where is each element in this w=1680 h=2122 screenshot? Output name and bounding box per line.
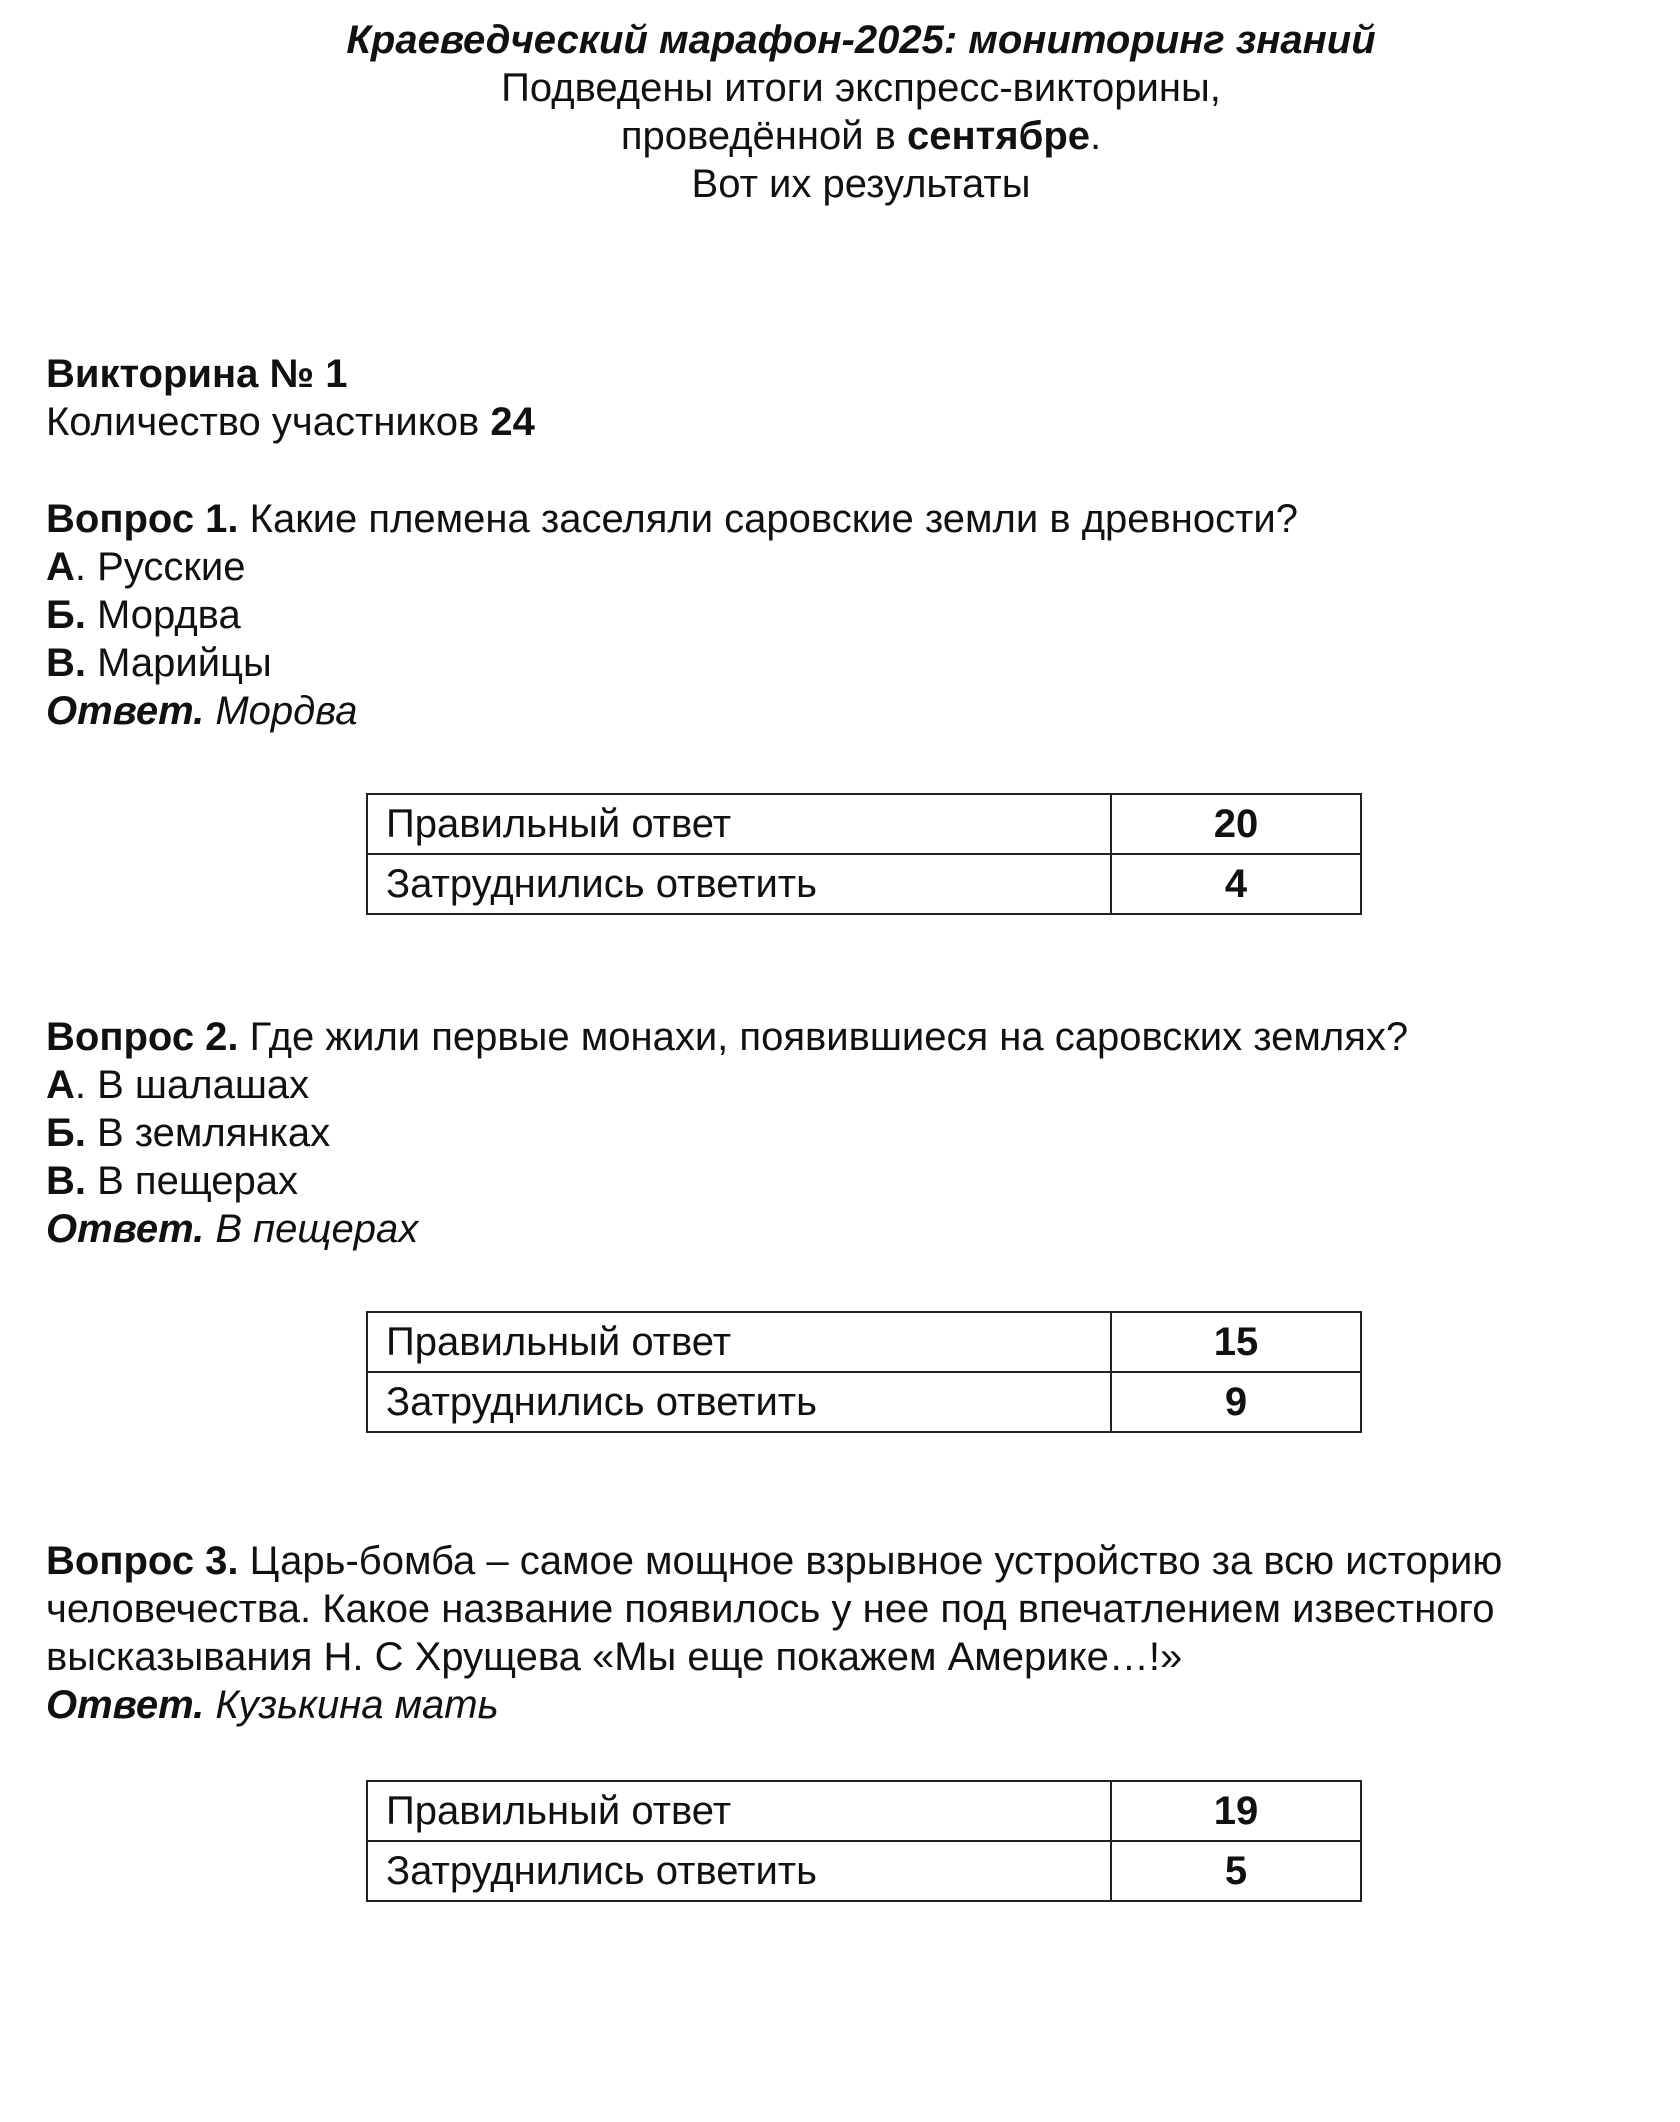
question-1-answer [46, 687, 1646, 735]
option-letter: А [46, 1063, 75, 1107]
question-2-results-table [366, 1311, 1362, 1433]
question-3-text-line-2: человечества. Какое название появилось у нее под впечатлением известного [46, 1587, 1495, 1631]
option-letter: Б. [46, 1111, 86, 1155]
option-sep: . [74, 545, 98, 589]
question-1-option-c [46, 639, 1646, 687]
answer-text: Кузькина мать [204, 1683, 499, 1727]
table-row [367, 1841, 1361, 1901]
difficult-count: 9 [1111, 1372, 1361, 1432]
question-1-results-table [366, 793, 1362, 915]
option-sep [86, 1159, 97, 1203]
option-sep [86, 641, 97, 685]
option-text: В шалашах [97, 1063, 310, 1107]
question-1-body: Какие племена заселяли саровские земли в древности? [238, 497, 1299, 541]
correct-count: 15 [1111, 1312, 1361, 1372]
option-text: Мордва [97, 593, 241, 637]
option-text: Русские [97, 545, 246, 589]
difficult-count: 4 [1111, 854, 1361, 914]
question-3-body-1: Царь-бомба – самое мощное взрывное устройство за всю историю [238, 1539, 1503, 1583]
question-1-text [46, 495, 1646, 543]
document-title: Краеведческий марафон-2025: мониторинг знаний [346, 18, 1376, 62]
difficult-count: 5 [1111, 1841, 1361, 1901]
quiz-title: Викторина № 1 [46, 352, 348, 396]
answer-label: Ответ. [46, 1207, 205, 1251]
correct-label: Правильный ответ [367, 1312, 1111, 1372]
option-sep: . [74, 1063, 98, 1107]
answer-label: Ответ. [46, 689, 205, 733]
option-sep [86, 1111, 97, 1155]
header-line-2-post: . [1090, 114, 1102, 158]
table-row [367, 794, 1361, 854]
correct-label: Правильный ответ [367, 1781, 1111, 1841]
option-letter: В. [46, 641, 86, 685]
answer-label: Ответ. [46, 1683, 205, 1727]
question-1-option-a [46, 543, 1646, 591]
participants-line [46, 398, 1646, 446]
question-2-answer [46, 1205, 1646, 1253]
option-text: Марийцы [97, 641, 272, 685]
option-sep [86, 593, 97, 637]
question-2-option-c [46, 1157, 1646, 1205]
question-2-text [46, 1013, 1646, 1061]
header-month: сентябре [907, 114, 1090, 158]
question-1-option-b [46, 591, 1646, 639]
document-header [0, 16, 1680, 208]
difficult-label: Затруднились ответить [367, 1372, 1111, 1432]
question-1-label: Вопрос 1. [46, 497, 239, 541]
question-3-results-table [366, 1780, 1362, 1902]
option-text: В пещерах [97, 1159, 299, 1203]
question-1 [46, 495, 1646, 735]
question-3-label: Вопрос 3. [46, 1539, 239, 1583]
option-letter: Б. [46, 593, 86, 637]
header-line-1: Подведены итоги экспресс-викторины, [501, 66, 1221, 110]
correct-label: Правильный ответ [367, 794, 1111, 854]
question-3-text-line-3: высказывания Н. С Хрущева «Мы еще покажем Америке…!» [46, 1635, 1183, 1679]
question-3 [46, 1537, 1646, 1729]
table-row [367, 1372, 1361, 1432]
header-line-2 [0, 112, 1680, 160]
correct-count: 19 [1111, 1781, 1361, 1841]
difficult-label: Затруднились ответить [367, 1841, 1111, 1901]
question-3-text-line-1 [46, 1537, 1646, 1585]
question-2-option-a [46, 1061, 1646, 1109]
option-letter: В. [46, 1159, 86, 1203]
question-2 [46, 1013, 1646, 1253]
header-line-2-pre: проведённой в [620, 114, 908, 158]
question-2-body: Где жили первые монахи, появившиеся на саровских землях? [238, 1015, 1409, 1059]
header-line-3: Вот их результаты [691, 162, 1031, 206]
correct-count: 20 [1111, 794, 1361, 854]
question-3-answer [46, 1681, 1646, 1729]
question-2-label: Вопрос 2. [46, 1015, 239, 1059]
answer-text: Мордва [204, 689, 358, 733]
table-row [367, 1312, 1361, 1372]
question-2-option-b [46, 1109, 1646, 1157]
quiz-info [46, 350, 1646, 446]
option-letter: А [46, 545, 75, 589]
table-row [367, 854, 1361, 914]
table-row [367, 1781, 1361, 1841]
option-text: В землянках [97, 1111, 331, 1155]
difficult-label: Затруднились ответить [367, 854, 1111, 914]
participants-count: 24 [490, 400, 535, 444]
participants-label: Количество участников [46, 400, 491, 444]
answer-text: В пещерах [204, 1207, 419, 1251]
